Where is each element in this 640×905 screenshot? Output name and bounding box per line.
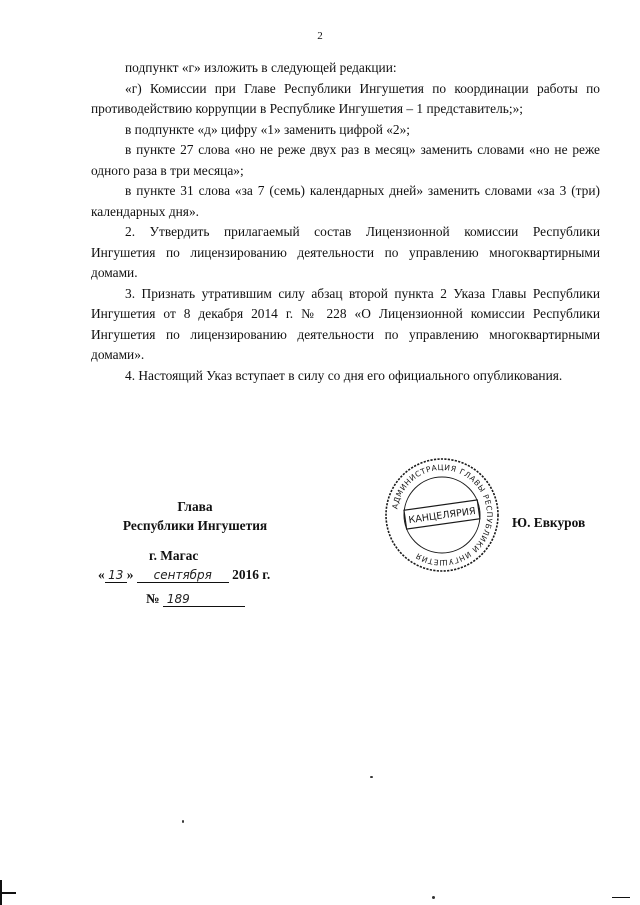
scan-edge-mark (612, 897, 630, 898)
paragraph: 4. Настоящий Указ вступает в силу со дня его официального опубликования. (125, 367, 563, 383)
paragraph: «г) Комиссии при Главе Республики Ингушетия по координации работы по противодействию коррупции в Республике Ингушетия – 1 представитель;»; (91, 80, 600, 116)
date-month-handwritten: сентября (137, 568, 229, 583)
signatory-name: Ю. Евкуров (512, 515, 586, 530)
number-value-handwritten: 189 (163, 592, 245, 607)
scan-speck (370, 776, 373, 778)
scan-speck (182, 820, 184, 823)
place-of-signing: г. Магас (149, 548, 199, 563)
signatory-title-line2: Республики Ингушетия (122, 518, 268, 533)
paragraph: в пункте 31 слова «за 7 (семь) календарных дней» заменить словами «за 3 (три) календарных дня». (91, 183, 600, 219)
date-day-handwritten: 13 (105, 568, 127, 583)
paragraph: 3. Признать утратившим силу абзац второй пункта 2 Указа Главы Республики Ингушетия от 8 декабря 2014 г. № 228 «О Лицензионной комиссии Республики Ингушетия по лицензированию деятельности по управлению многоквартирными домами». (91, 285, 600, 362)
paragraph: 2. Утвердить прилагаемый состав Лицензионной комиссии Республики Ингушетия по лицензированию деятельности по управлению многоквартирными домами. (91, 224, 600, 280)
official-stamp (383, 456, 501, 574)
date-year: 2016 г. (232, 567, 271, 582)
paragraph: подпункт «г» изложить в следующей редакции: (125, 60, 397, 75)
date-close-quote: » (126, 567, 134, 582)
paragraph: в подпункте «д» цифру «1» заменить цифрой «2»; (125, 121, 411, 137)
signatory-title-line1: Глава (177, 499, 213, 514)
paragraph: в пункте 27 слова «но не реже двух раз в месяц» заменить словами «но не реже одного раза в три месяца»; (91, 142, 600, 178)
document-number (146, 591, 245, 607)
scan-speck (432, 896, 435, 899)
page-number: 2 (317, 30, 323, 42)
scan-edge-mark (0, 892, 16, 894)
number-label: № (146, 591, 160, 606)
signing-date (98, 567, 270, 583)
signatory-title (100, 497, 300, 535)
scan-edge-mark (0, 880, 2, 905)
stamp-ring-text: АДМИНИСТРАЦИЯ ГЛАВЫ РЕСПУБЛИКИ ИНГУШЕТИЯ (390, 462, 495, 568)
date-open-quote: « (98, 567, 105, 582)
document-body (91, 58, 600, 386)
stamp-center-text: КАНЦЕЛЯРИЯ (407, 505, 477, 527)
